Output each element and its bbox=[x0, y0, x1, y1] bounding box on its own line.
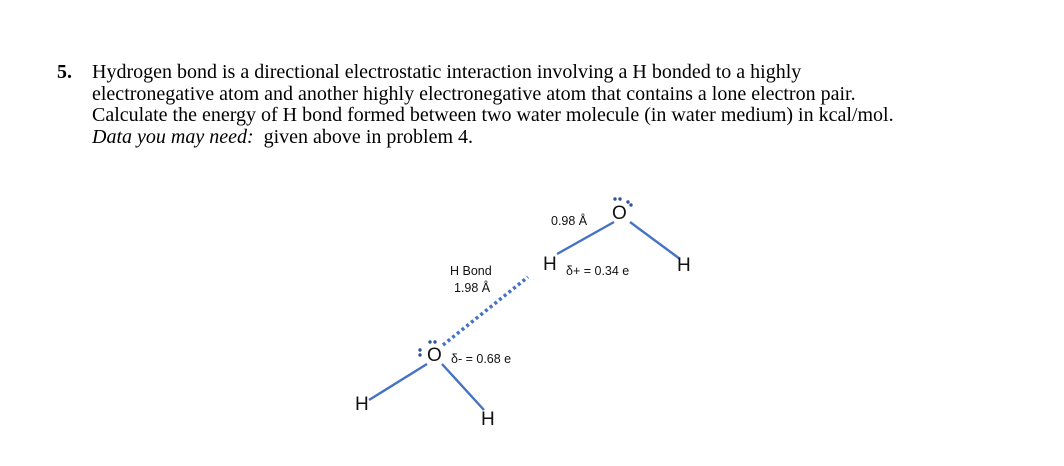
data-hint-label: Data you may need: bbox=[92, 125, 254, 148]
lone-pair-upper-right bbox=[626, 200, 632, 206]
hbond-length-label: 1.98 Å bbox=[454, 281, 491, 295]
lone-pair-upper-top bbox=[613, 197, 621, 200]
problem-line-3: Calculate the energy of H bond formed between two water molecule (in water medium) in kcal/mol. bbox=[92, 104, 894, 126]
atom-o-upper: O bbox=[612, 203, 627, 224]
atom-h-upper-left: H bbox=[543, 254, 557, 275]
oh-bond-lower-left bbox=[369, 364, 427, 400]
oh-bond-upper-right bbox=[630, 222, 680, 259]
problem-line-1: Hydrogen bond is a directional electrostatic interaction involving a H bonded to a highly bbox=[92, 61, 802, 83]
data-hint-text: given above in problem 4. bbox=[263, 125, 474, 148]
oh-bond-lower-down bbox=[442, 364, 484, 410]
lone-pair-lower-top bbox=[428, 340, 436, 343]
delta-minus-label: δ- = 0.68 e bbox=[451, 352, 512, 366]
lone-pair-lower-left bbox=[418, 348, 421, 356]
oh-length-label: 0.98 Å bbox=[551, 214, 588, 228]
problem-number: 5. bbox=[57, 61, 72, 83]
atom-o-lower: O bbox=[427, 345, 442, 366]
problem-line-2: electronegative atom and another highly electronegative atom that contains a lone electron pair. bbox=[92, 82, 856, 105]
atom-h-lower-left: H bbox=[355, 394, 369, 415]
hbond-label: H Bond bbox=[450, 264, 492, 278]
delta-plus-label: δ+ = 0.34 e bbox=[566, 264, 630, 278]
atom-h-lower-bottom: H bbox=[481, 409, 495, 430]
atom-h-upper-right: H bbox=[677, 255, 691, 276]
